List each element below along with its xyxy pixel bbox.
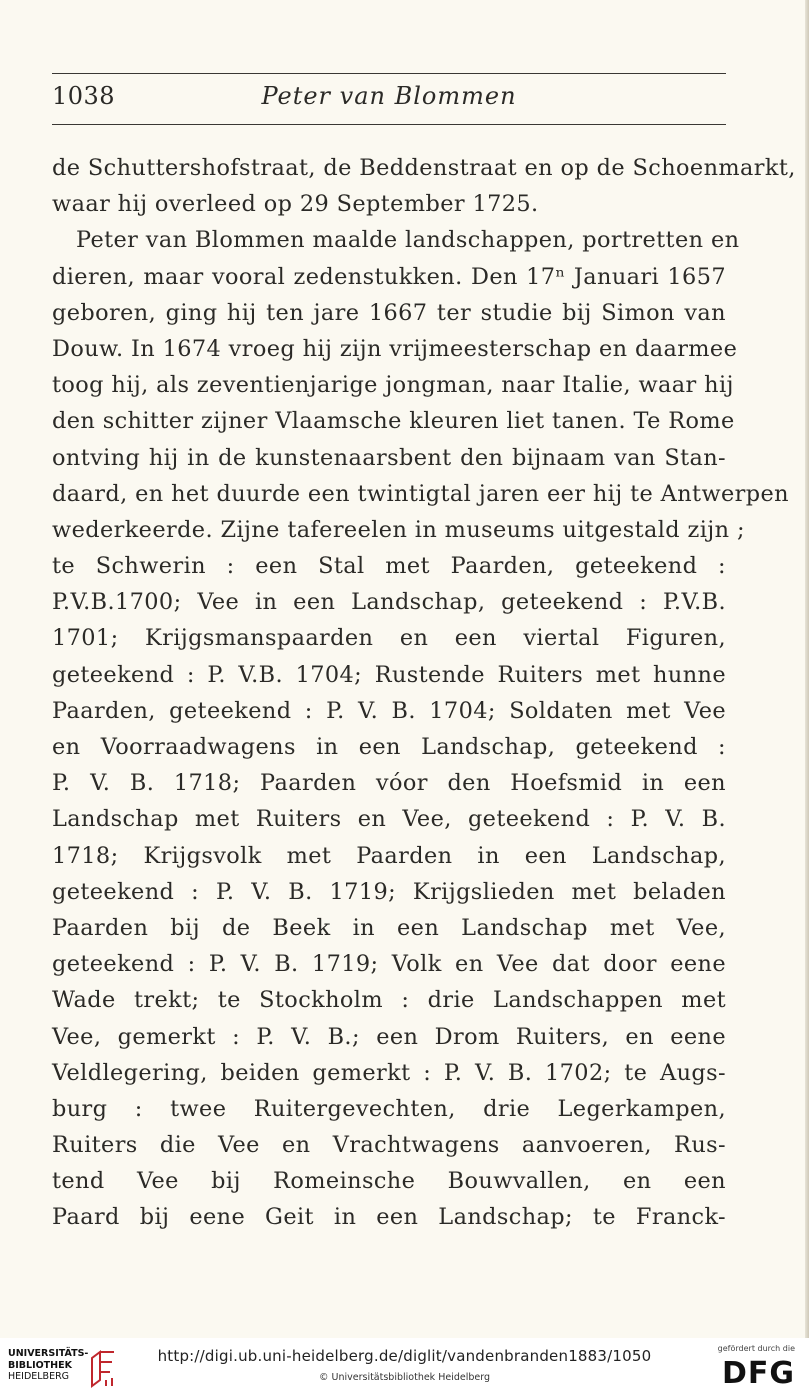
text-line: geteekend : P. V. B. 1719; Krijgslieden met beladen <box>52 878 726 905</box>
dfg-logo: DFG <box>721 1356 795 1391</box>
text-line: burg : twee Ruitergevechten, drie Legerkampen, <box>52 1095 726 1122</box>
page-number: 1038 <box>52 82 116 110</box>
text-line: Ruiters die Vee en Vrachtwagens aanvoeren, Rus- <box>52 1132 726 1159</box>
text-line: wederkeerde. Zijne tafereelen in museums uitgestald zijn ; <box>52 516 745 543</box>
text-line: Vee, gemerkt : P. V. B.; een Drom Ruiters, en eene <box>52 1023 726 1050</box>
text-line: ontving hij in de kunstenaarsbent den bijnaam van Stan- <box>52 444 726 471</box>
running-title: Peter van Blommen <box>261 82 517 110</box>
text-line: waar hij overleed op 29 September 1725. <box>52 191 539 218</box>
text-line: toog hij, als zeventienjarige jongman, naar Italie, waar hij <box>52 372 734 399</box>
text-line: geteekend : P. V. B. 1719; Volk en Vee dat door eene <box>52 951 726 978</box>
text-line: Wade trekt; te Stockholm : drie Landschappen met <box>52 987 726 1014</box>
header-rule-top <box>52 73 726 74</box>
text-line: daard, en het duurde een twintigtal jaren eer hij te Antwerpen <box>52 480 789 507</box>
text-line: Paarden, geteekend : P. V. B. 1704; Soldaten met Vee <box>52 697 726 724</box>
header-rule-bottom <box>52 124 726 125</box>
text-line: Veldlegering, beiden gemerkt : P. V. B. 1702; te Augs- <box>52 1059 726 1086</box>
dfg-funding-logo[interactable] <box>715 1344 795 1390</box>
text-line: 1701; Krijgsmanspaarden en een viertal Figuren, <box>52 625 726 652</box>
text-line: den schitter zijner Vlaamsche kleuren liet tanen. Te Rome <box>52 408 735 435</box>
text-line: Landschap met Ruiters en Vee, geteekend : P. V. B. <box>52 806 726 833</box>
page-edge <box>805 0 809 1338</box>
library-name: UNIVERSITÄTS- BIBLIOTHEK HEIDELBERG <box>8 1348 89 1382</box>
text-line: P. V. B. 1718; Paarden vóor den Hoefsmid in een <box>52 770 726 797</box>
text-line: Paarden bij de Beek in een Landschap met Vee, <box>52 914 726 941</box>
copyright-notice: © Universitätsbibliothek Heidelberg <box>318 1372 490 1383</box>
text-line: 1718; Krijgsvolk met Paarden in een Landschap, <box>52 842 726 869</box>
dfg-caption: gefördert durch die <box>717 1344 795 1353</box>
text-line: geteekend : P. V.B. 1704; Rustende Ruiters met hunne <box>52 661 726 688</box>
text-line: Paard bij eene Geit in een Landschap; te Franck- <box>52 1204 726 1231</box>
text-line: Peter van Blommen maalde landschappen, portretten en <box>76 227 740 254</box>
text-line: de Schuttershofstraat, de Beddenstraat en op de Schoenmarkt, <box>52 155 796 181</box>
text-line: Douw. In 1674 vroeg hij zijn vrijmeesterschap en daarmee <box>52 335 738 362</box>
viewer-footer <box>0 1338 809 1394</box>
text-line: tend Vee bij Romeinsche Bouwvallen, en een <box>52 1168 726 1195</box>
running-header <box>52 82 726 116</box>
body-text <box>52 150 796 1236</box>
permalink-url[interactable]: http://digi.ub.uni-heidelberg.de/diglit/vandenbranden1883/1050 <box>157 1347 652 1365</box>
text-line: dieren, maar vooral zedenstukken. Den 17ⁿ Januari 1657 <box>52 263 726 290</box>
text-line: P.V.B.1700; Vee in een Landschap, geteekend : P.V.B. <box>52 589 726 616</box>
text-line: en Voorraadwagens in een Landschap, geteekend : <box>52 734 726 760</box>
text-line: geboren, ging hij ten jare 1667 ter studie bij Simon van <box>52 299 726 326</box>
text-line: te Schwerin : een Stal met Paarden, geteekend : <box>52 553 726 580</box>
